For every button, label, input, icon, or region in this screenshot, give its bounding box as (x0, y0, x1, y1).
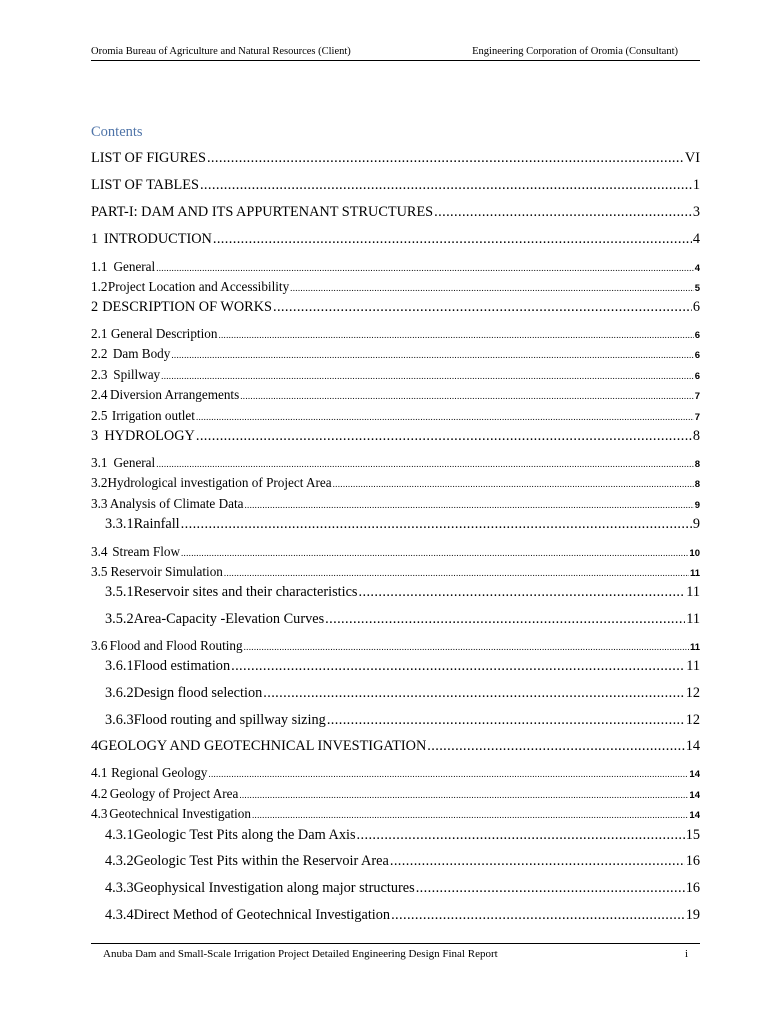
page-footer (91, 943, 700, 960)
toc-entry-3-5-2[interactable] (105, 611, 700, 631)
toc-leader (240, 391, 693, 401)
toc-entry-3-6[interactable] (91, 638, 700, 656)
toc-leader (239, 790, 688, 800)
toc-label: Geologic Test Pits within the Reservoir Area (133, 853, 389, 869)
toc-entry-3-2[interactable] (91, 475, 700, 493)
toc-number: 4.2 (91, 786, 108, 801)
toc-number: 3.2 (91, 475, 108, 490)
toc-entry-3-6-3[interactable] (105, 712, 700, 732)
toc-label: LIST OF FIGURES (91, 150, 206, 166)
toc-number: 2 (91, 299, 99, 315)
toc-entry-1-1[interactable] (91, 259, 700, 277)
toc-label: Regional Geology (111, 765, 208, 780)
toc-entry-3-1[interactable] (91, 455, 700, 473)
toc-page: 6 (692, 299, 700, 315)
toc-number: 1.1 (91, 259, 108, 274)
toc-label: Dam Body (112, 346, 171, 361)
toc-leader (196, 428, 692, 445)
toc-page: 1 (692, 177, 700, 193)
toc-entry-2[interactable] (91, 299, 700, 319)
footer-page-number: i (684, 948, 688, 960)
toc-number: 2.1 (91, 326, 108, 341)
toc-page: 12 (685, 685, 700, 701)
toc-entry-1[interactable] (91, 231, 700, 251)
toc-leader (357, 827, 685, 844)
toc-entry-4-1[interactable] (91, 765, 700, 783)
toc-number: 2.2 (91, 346, 108, 361)
toc-label: Geophysical Investigation along major structures (133, 880, 415, 896)
toc-label: General (113, 455, 156, 470)
toc-entry-2-5[interactable] (91, 408, 700, 426)
toc-page: 14 (689, 769, 700, 780)
toc-number: 3.6 (91, 638, 108, 653)
toc-number: 3.5 (91, 564, 108, 579)
toc-entry-4[interactable] (91, 738, 700, 758)
toc-leader (252, 810, 688, 820)
toc-page: 6 (694, 371, 700, 382)
toc-number: 4.3.2 (105, 853, 134, 869)
toc-label: General (113, 259, 156, 274)
toc-number: 3.4 (91, 544, 108, 559)
toc-entry-4-3-3[interactable] (105, 880, 700, 900)
toc-page: 8 (694, 479, 700, 490)
toc-leader (208, 769, 688, 779)
toc-entry-4-3-2[interactable] (105, 853, 700, 873)
toc-page: 15 (685, 827, 700, 843)
toc-number: 3.3 (91, 496, 108, 511)
toc-page: 4 (692, 231, 700, 247)
toc-leader (416, 880, 685, 897)
toc-label: PART-I: DAM AND ITS APPURTENANT STRUCTURES (91, 204, 434, 220)
toc-leader (427, 738, 684, 755)
toc-leader (390, 853, 685, 870)
toc-leader (333, 479, 694, 489)
toc-entry-4-2[interactable] (91, 786, 700, 804)
toc-number: 2.3 (91, 367, 108, 382)
toc-leader (213, 231, 692, 248)
toc-label: Reservoir sites and their characteristics (133, 584, 358, 600)
toc-label: Geotechnical Investigation (109, 806, 251, 821)
page-header (91, 46, 700, 61)
toc-page: 5 (694, 283, 700, 294)
toc-label: Rainfall (133, 516, 180, 532)
toc-label: Reservoir Simulation (110, 564, 223, 579)
toc-entry-3-4[interactable] (91, 544, 700, 562)
toc-leader (156, 459, 694, 469)
header-client: Oromia Bureau of Agriculture and Natural Resources (Client) (91, 46, 351, 57)
toc-page: 6 (694, 350, 700, 361)
toc-entry-2-3[interactable] (91, 367, 700, 385)
toc-leader (181, 516, 692, 533)
toc-leader (207, 150, 684, 167)
toc-entry-1-2[interactable] (91, 279, 700, 297)
footer-report-title: Anuba Dam and Small-Scale Irrigation Project Detailed Engineering Design Final Report (103, 948, 498, 960)
toc-number: 3.1 (91, 455, 108, 470)
toc-leader (200, 177, 692, 194)
toc-leader (161, 371, 694, 381)
toc-page: 12 (685, 712, 700, 728)
toc-entry-3-5[interactable] (91, 564, 700, 582)
toc-leader (218, 330, 693, 340)
toc-leader (327, 712, 685, 729)
toc-number: 2.5 (91, 408, 108, 423)
toc-page: 11 (686, 611, 700, 627)
toc-label: INTRODUCTION (103, 231, 212, 247)
toc-page: 11 (686, 658, 700, 674)
toc-entry-list-of-figures[interactable] (91, 150, 700, 170)
toc-leader (359, 584, 686, 601)
toc-leader (244, 642, 689, 652)
toc-page: 9 (692, 516, 700, 532)
toc-number: 1.2 (91, 279, 108, 294)
toc-leader (391, 907, 685, 924)
toc-page: 14 (689, 790, 700, 801)
toc-leader (290, 283, 694, 293)
toc-label: Geologic Test Pits along the Dam Axis (133, 827, 356, 843)
toc-page: 9 (694, 500, 700, 511)
toc-entry-3-3[interactable] (91, 496, 700, 514)
toc-number: 3.6.1 (105, 658, 134, 674)
toc-number: 4.3 (91, 806, 108, 821)
toc-number: 4.3.4 (105, 907, 134, 923)
toc-page: 7 (694, 391, 700, 402)
toc-page: 8 (694, 459, 700, 470)
toc-label: Flood and Flood Routing (109, 638, 243, 653)
toc-entry-3[interactable] (91, 428, 700, 448)
toc-number: 3.6.2 (105, 685, 134, 701)
toc-label: Design flood selection (133, 685, 263, 701)
toc-entry-2-1[interactable] (91, 326, 700, 344)
toc-label: Irrigation outlet (111, 408, 195, 423)
contents-heading: Contents (91, 124, 143, 140)
toc-entry-4-3[interactable] (91, 806, 700, 824)
toc-leader (181, 548, 688, 558)
toc-entry-3-5-1[interactable] (105, 584, 700, 604)
toc-label: Area-Capacity -Elevation Curves (133, 611, 325, 627)
toc-page: 4 (694, 263, 700, 274)
toc-label: Direct Method of Geotechnical Investigation (133, 907, 391, 923)
toc-page: 11 (689, 642, 700, 653)
toc-label: Flood estimation (133, 658, 231, 674)
toc-entry-2-2[interactable] (91, 346, 700, 364)
toc-leader (325, 611, 685, 628)
toc-label: Hydrological investigation of Project Area (107, 475, 332, 490)
toc-page: 6 (694, 330, 700, 341)
toc-leader (171, 350, 693, 360)
toc-number: 3 (91, 428, 99, 444)
toc-label: Diversion Arrangements (109, 387, 240, 402)
toc-label: Flood routing and spillway sizing (133, 712, 326, 728)
toc-label: Stream Flow (112, 544, 180, 559)
toc-label: Project Location and Accessibility (107, 279, 290, 294)
toc-entry-4-3-4[interactable] (105, 907, 700, 927)
toc-page: 8 (692, 428, 700, 444)
header-consultant: Engineering Corporation of Oromia (Consultant) (472, 46, 678, 57)
toc-number: 4.3.3 (105, 880, 134, 896)
toc-number: 3.5.1 (105, 584, 134, 600)
toc-leader (224, 568, 689, 578)
toc-number: 4.1 (91, 765, 108, 780)
toc-entry-4-3-1[interactable] (105, 827, 700, 847)
toc-leader (263, 685, 684, 702)
toc-number: 3.3.1 (105, 516, 134, 532)
toc-label: HYDROLOGY (104, 428, 195, 444)
toc-number: 4.3.1 (105, 827, 134, 843)
toc-number: 2.4 (91, 387, 108, 402)
toc-page: VI (684, 150, 700, 166)
toc-number: 3.6.3 (105, 712, 134, 728)
toc-label: Analysis of Climate Data (109, 496, 244, 511)
toc-leader (434, 204, 692, 221)
toc-leader (244, 500, 693, 510)
toc-label: GEOLOGY AND GEOTECHNICAL INVESTIGATION (98, 738, 427, 754)
toc-number: 4 (91, 738, 99, 754)
toc-leader (196, 412, 694, 422)
toc-entry-2-4[interactable] (91, 387, 700, 405)
toc-entry-list-of-tables[interactable] (91, 177, 700, 197)
toc-number: 3.5.2 (105, 611, 134, 627)
toc-label: DESCRIPTION OF WORKS (102, 299, 272, 315)
toc-page: 3 (692, 204, 700, 220)
toc-entry-3-3-1[interactable] (105, 516, 700, 536)
toc-leader (231, 658, 685, 675)
toc-label: Spillway (113, 367, 161, 382)
toc-leader (156, 263, 694, 273)
toc-page: 16 (685, 853, 700, 869)
toc-label: Geology of Project Area (109, 786, 239, 801)
toc-page: 11 (689, 568, 700, 579)
toc-page: 14 (685, 738, 700, 754)
toc-entry-3-6-1[interactable] (105, 658, 700, 678)
toc-page: 11 (686, 584, 700, 600)
toc-label: General Description (110, 326, 218, 341)
toc-label: LIST OF TABLES (91, 177, 199, 193)
toc-entry-part-i[interactable] (91, 204, 700, 224)
toc-page: 10 (689, 548, 700, 559)
toc-number: 1 (91, 231, 99, 247)
toc-page: 16 (685, 880, 700, 896)
toc-page: 14 (689, 810, 700, 821)
toc-entry-3-6-2[interactable] (105, 685, 700, 705)
toc-leader (273, 299, 692, 316)
toc-page: 19 (685, 907, 700, 923)
toc-page: 7 (694, 412, 700, 423)
